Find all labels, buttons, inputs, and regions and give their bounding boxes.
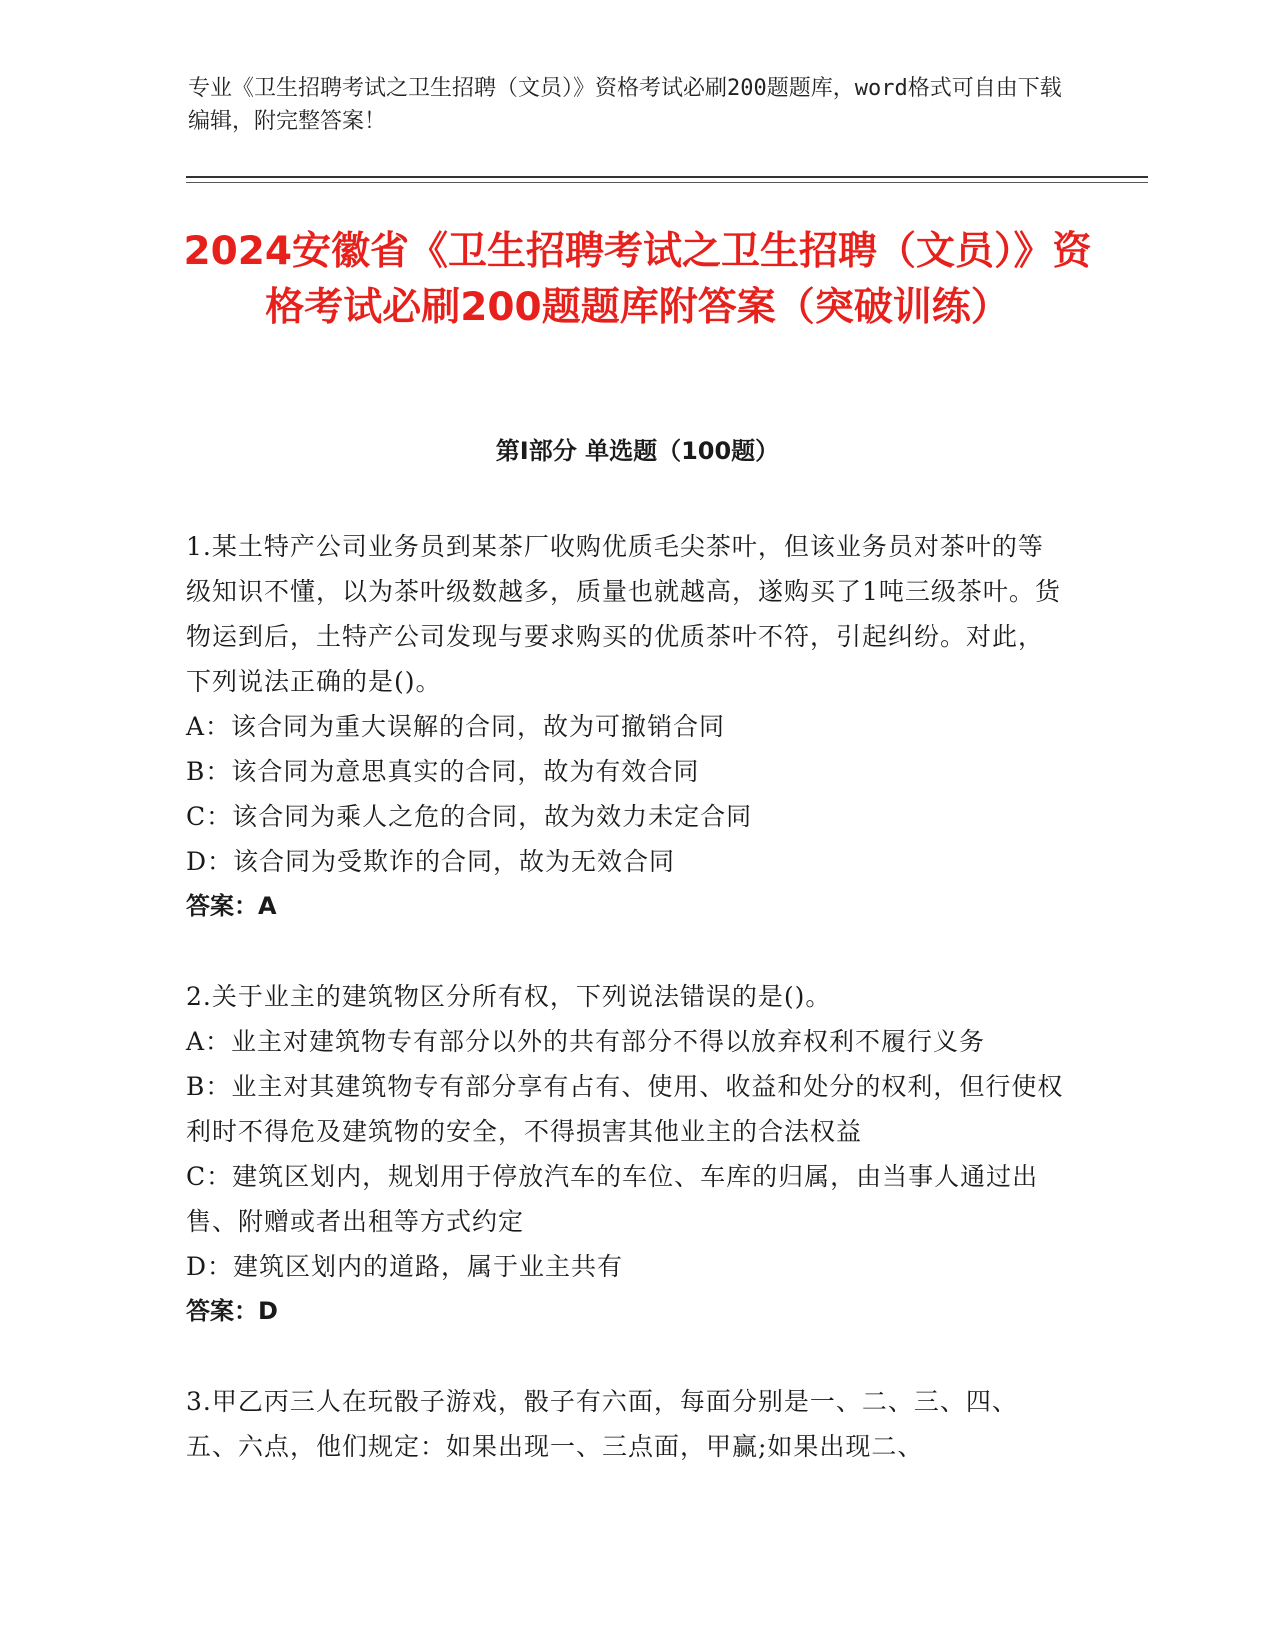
header-rule-thin bbox=[186, 182, 1148, 183]
question-list bbox=[186, 524, 1066, 1514]
option-a: A：业主对建筑物专有部分以外的共有部分不得以放弃权利不履行义务 bbox=[186, 1027, 986, 1056]
question-stem: 3.甲乙丙三人在玩骰子游戏，骰子有六面，每面分别是一、二、三、四、五、六点，他们规定：如果出现一、三点面，甲赢;如果出现二、 bbox=[186, 1387, 1018, 1461]
document-title: 2024安徽省《卫生招聘考试之卫生招聘（文员）》资格考试必刷200题题库附答案（突破训练） bbox=[183, 229, 1092, 330]
question-stem: 2.关于业主的建筑物区分所有权，下列说法错误的是()。 bbox=[186, 982, 832, 1011]
question-3 bbox=[186, 1379, 1066, 1469]
section-title: 第I部分 单选题（100题） bbox=[495, 437, 780, 465]
header-note: 专业《卫生招聘考试之卫生招聘（文员）》资格考试必刷200题题库，word格式可自由下载编辑，附完整答案！ bbox=[188, 76, 1062, 134]
option-a: A：该合同为重大误解的合同，故为可撤销合同 bbox=[186, 712, 726, 741]
option-c: C：建筑区划内，规划用于停放汽车的车位、车库的归属，由当事人通过出售、附赠或者出租等方式约定 bbox=[186, 1162, 1039, 1236]
option-b: B：该合同为意思真实的合同，故为有效合同 bbox=[186, 757, 700, 786]
option-d: D：该合同为受欺诈的合同，故为无效合同 bbox=[186, 847, 676, 876]
option-d: D：建筑区划内的道路，属于业主共有 bbox=[186, 1252, 624, 1281]
question-stem: 1.某土特产公司业务员到某茶厂收购优质毛尖茶叶，但该业务员对茶叶的等级知识不懂，以为茶叶级数越多，质量也就越高，遂购买了1吨三级茶叶。货物运到后，土特产公司发现与要求购买的优质茶叶不符，引起纠纷。对此，下列说法正确的是()。 bbox=[186, 532, 1061, 696]
question-2 bbox=[186, 974, 1066, 1334]
header-rule-thick bbox=[186, 176, 1148, 178]
option-b: B：业主对其建筑物专有部分享有占有、使用、收益和处分的权利，但行使权利时不得危及建筑物的安全，不得损害其他业主的合法权益 bbox=[186, 1072, 1064, 1146]
answer-line: 答案：D bbox=[186, 1297, 278, 1325]
option-c: C：该合同为乘人之危的合同，故为效力未定合同 bbox=[186, 802, 753, 831]
answer-line: 答案：A bbox=[186, 892, 277, 920]
question-1 bbox=[186, 524, 1066, 929]
